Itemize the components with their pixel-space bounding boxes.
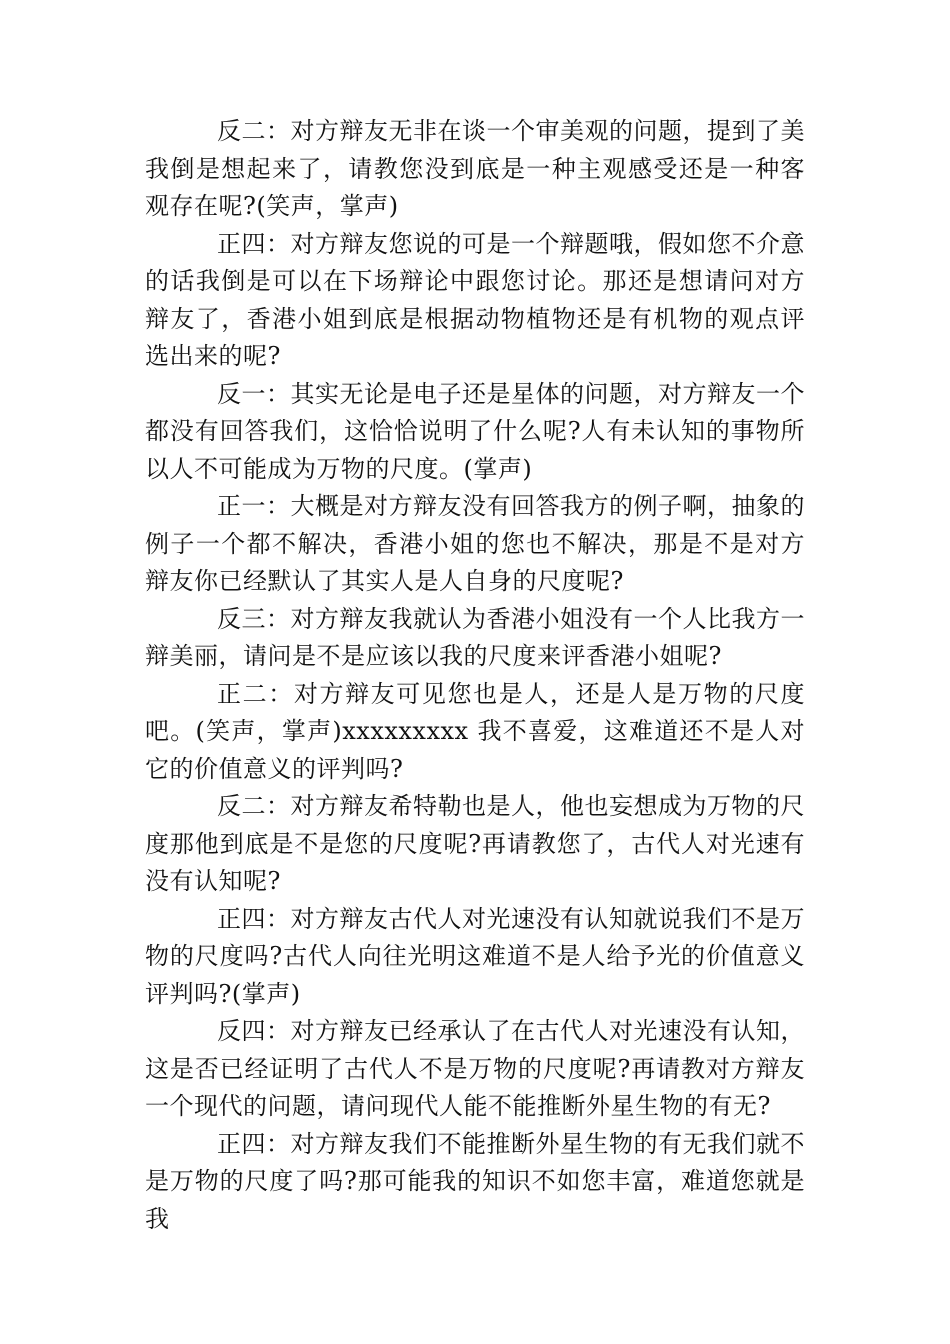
- paragraph: 正四：对方辩友古代人对光速没有认知就说我们不是万物的尺度吗?古代人向往光明这难道不是人给予光的价值意义评判吗?(掌声): [145, 904, 805, 1008]
- paragraph: 反一：其实无论是电子还是星体的问题，对方辩友一个都没有回答我们，这恰恰说明了什么呢?人有未认知的事物所以人不可能成为万物的尺度。(掌声): [145, 379, 805, 483]
- paragraph: 正二：对方辩友可见您也是人，还是人是万物的尺度吧。(笑声，掌声)xxxxxxxxx 我不喜爱，这难道还不是人对它的价值意义的评判吗?: [145, 679, 805, 783]
- paragraph: 正一：大概是对方辩友没有回答我方的例子啊，抽象的例子一个都不解决，香港小姐的您也不解决，那是不是对方辩友你已经默认了其实人是人自身的尺度呢?: [145, 492, 805, 595]
- paragraph: 反三：对方辩友我就认为香港小姐没有一个人比我方一辩美丽，请问是不是应该以我的尺度来评香港小姐呢?: [145, 604, 805, 670]
- paragraph: 正四：对方辩友我们不能推断外星生物的有无我们就不是万物的尺度了吗?那可能我的知识不如您丰富，难道您就是我: [145, 1129, 805, 1233]
- paragraph: 反二：对方辩友希特勒也是人，他也妄想成为万物的尺度那他到底是不是您的尺度呢?再请教您了，古代人对光速有没有认知呢?: [145, 792, 805, 895]
- paragraph: 正四：对方辩友您说的可是一个辩题哦，假如您不介意的话我倒是可以在下场辩论中跟您讨论。那还是想请问对方辩友了，香港小姐到底是根据动物植物还是有机物的观点评选出来的呢?: [145, 229, 805, 370]
- paragraph: 反二：对方辩友无非在谈一个审美观的问题，提到了美我倒是想起来了，请教您没到底是一种主观感受还是一种客观存在呢?(笑声，掌声): [145, 117, 805, 220]
- paragraph: 反四：对方辩友已经承认了在古代人对光速没有认知，这是否已经证明了古代人不是万物的尺度呢?再请教对方辩友一个现代的问题，请问现代人能不能推断外星生物的有无?: [145, 1017, 805, 1120]
- document-body: [145, 113, 805, 1238]
